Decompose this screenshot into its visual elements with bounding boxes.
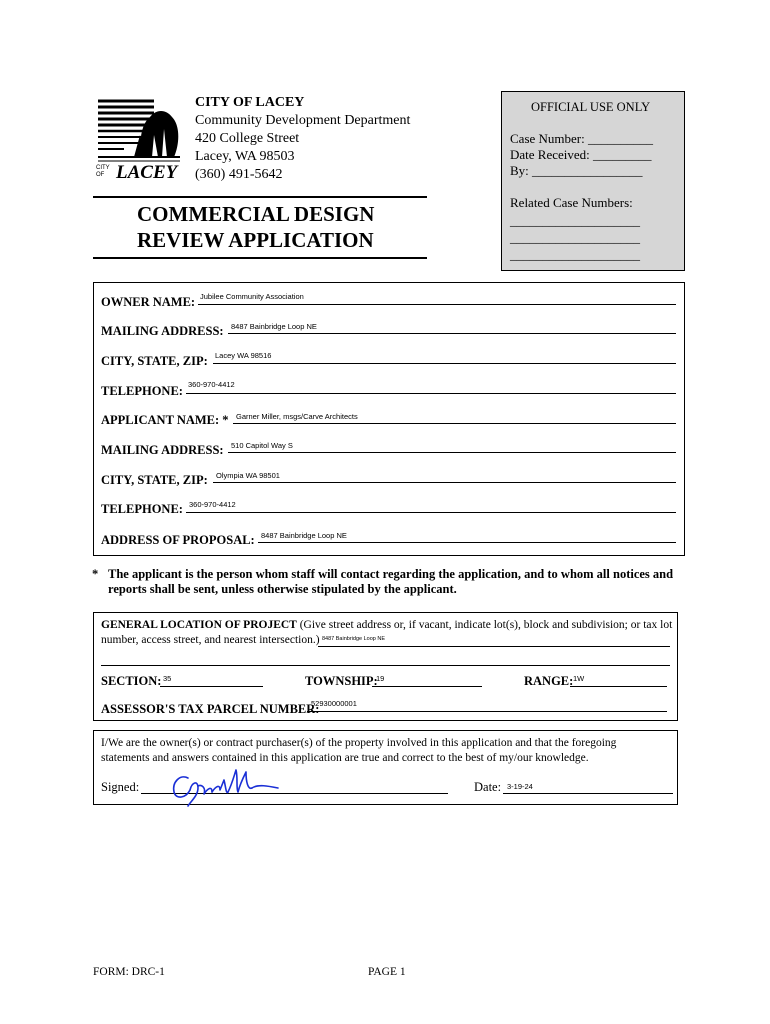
signature-image[interactable]: [168, 766, 286, 808]
project-location-heading: GENERAL LOCATION OF PROJECT: [101, 619, 297, 631]
owner-name-line: [198, 304, 676, 305]
related-case-blank[interactable]: ____________________: [510, 213, 640, 228]
owner-mailing-line: [228, 333, 676, 334]
applicant-telephone-field[interactable]: 360-970-4412: [189, 500, 236, 509]
page-number: PAGE 1: [368, 966, 406, 978]
township-line: [372, 686, 482, 687]
related-case-label: Related Case Numbers:: [510, 195, 633, 210]
project-location-instructions-text: (Give street address or, if vacant, indicate lot(s), block and subdivision; or tax lot: [296, 619, 673, 631]
section-line: [160, 686, 263, 687]
signed-label: Signed:: [101, 780, 140, 794]
logo-text-small: CITY OF: [96, 165, 110, 178]
date-received-field[interactable]: Date Received: _________: [510, 147, 652, 162]
case-number-field[interactable]: Case Number: __________: [510, 131, 653, 146]
form-number: FORM: DRC-1: [93, 966, 165, 978]
owner-name-field[interactable]: Jubilee Community Association: [200, 292, 304, 301]
owner-city-state-zip-line: [213, 363, 676, 364]
applicant-mailing-field[interactable]: 510 Capitol Way S: [231, 441, 293, 450]
owner-telephone-field[interactable]: 360-970-4412: [188, 380, 235, 389]
applicant-mailing-label: MAILING ADDRESS:: [101, 443, 224, 457]
street-address: 420 College Street: [195, 131, 300, 146]
project-location-instructions: [101, 619, 672, 631]
owner-city-state-zip-field[interactable]: Lacey WA 98516: [215, 351, 272, 360]
form-title-line2: REVIEW APPLICATION: [137, 228, 374, 252]
by-field[interactable]: By: _________________: [510, 163, 643, 178]
owner-mailing-field[interactable]: 8487 Bainbridge Loop NE: [231, 322, 317, 331]
applicant-city-state-zip-line: [213, 482, 676, 483]
parcel-number-line: [307, 711, 667, 712]
certification-text: statements and answers contained in this application are true and correct to the best of my/our knowledge.: [101, 752, 589, 764]
owner-telephone-label: TELEPHONE:: [101, 384, 183, 398]
owner-mailing-label: MAILING ADDRESS:: [101, 324, 224, 338]
proposal-address-line: [258, 542, 676, 543]
proposal-address-field[interactable]: 8487 Bainbridge Loop NE: [261, 531, 347, 540]
section-label: SECTION:: [101, 674, 162, 688]
official-use-heading: OFFICIAL USE ONLY: [531, 100, 651, 114]
related-case-blank[interactable]: ____________________: [510, 247, 640, 262]
title-rule-bottom: [93, 257, 427, 259]
applicant-city-state-zip-field[interactable]: Olympia WA 98501: [216, 471, 280, 480]
date-line: [503, 793, 673, 794]
logo-text-big: LACEY: [116, 162, 178, 183]
applicant-city-state-zip-label: CITY, STATE, ZIP:: [101, 473, 208, 487]
project-location-field[interactable]: 8487 Bainbridge Loop NE: [322, 636, 385, 642]
range-line: [570, 686, 667, 687]
range-field[interactable]: 1W: [573, 674, 585, 683]
title-rule-top: [93, 196, 427, 198]
project-location-line-2: [101, 665, 670, 666]
applicant-name-field[interactable]: Garner Miller, msgs/Carve Architects: [236, 412, 358, 421]
range-label: RANGE:: [524, 674, 574, 688]
related-case-blank[interactable]: ____________________: [510, 230, 640, 245]
applicant-name-label: APPLICANT NAME: *: [101, 413, 229, 427]
applicant-notice-text: The applicant is the person whom staff will contact regarding the application, and to whom all notices and: [108, 567, 674, 581]
township-field[interactable]: 19: [376, 674, 385, 683]
applicant-mailing-line: [228, 452, 676, 453]
project-location-instructions-2: number, access street, and nearest intersection.): [101, 634, 320, 646]
applicant-telephone-line: [186, 512, 676, 513]
parcel-number-label: ASSESSOR'S TAX PARCEL NUMBER:: [101, 702, 320, 716]
project-location-line: [318, 646, 670, 647]
proposal-address-label: ADDRESS OF PROPOSAL:: [101, 533, 255, 547]
form-title-line1: COMMERCIAL DESIGN: [137, 202, 375, 226]
owner-name-label: OWNER NAME:: [101, 295, 196, 309]
applicant-telephone-label: TELEPHONE:: [101, 502, 183, 516]
department-name: Community Development Department: [195, 113, 411, 128]
notice-asterisk: *: [92, 567, 99, 581]
township-label: TOWNSHIP:: [305, 674, 378, 688]
date-field[interactable]: 3-19-24: [507, 782, 533, 791]
phone-number: (360) 491-5642: [195, 167, 283, 182]
applicant-notice-text: reports shall be sent, unless otherwise stipulated by the applicant.: [108, 582, 457, 596]
date-label: Date:: [474, 780, 502, 794]
owner-city-state-zip-label: CITY, STATE, ZIP:: [101, 354, 208, 368]
applicant-name-line: [233, 423, 676, 424]
owner-telephone-line: [186, 393, 676, 394]
city-name: CITY OF LACEY: [195, 95, 305, 110]
parcel-number-field[interactable]: 52930000001: [311, 699, 357, 708]
certification-text: I/We are the owner(s) or contract purchaser(s) of the property involved in this application and that the foregoing: [101, 737, 617, 749]
city-state: Lacey, WA 98503: [195, 149, 295, 164]
section-field[interactable]: 35: [163, 674, 172, 683]
